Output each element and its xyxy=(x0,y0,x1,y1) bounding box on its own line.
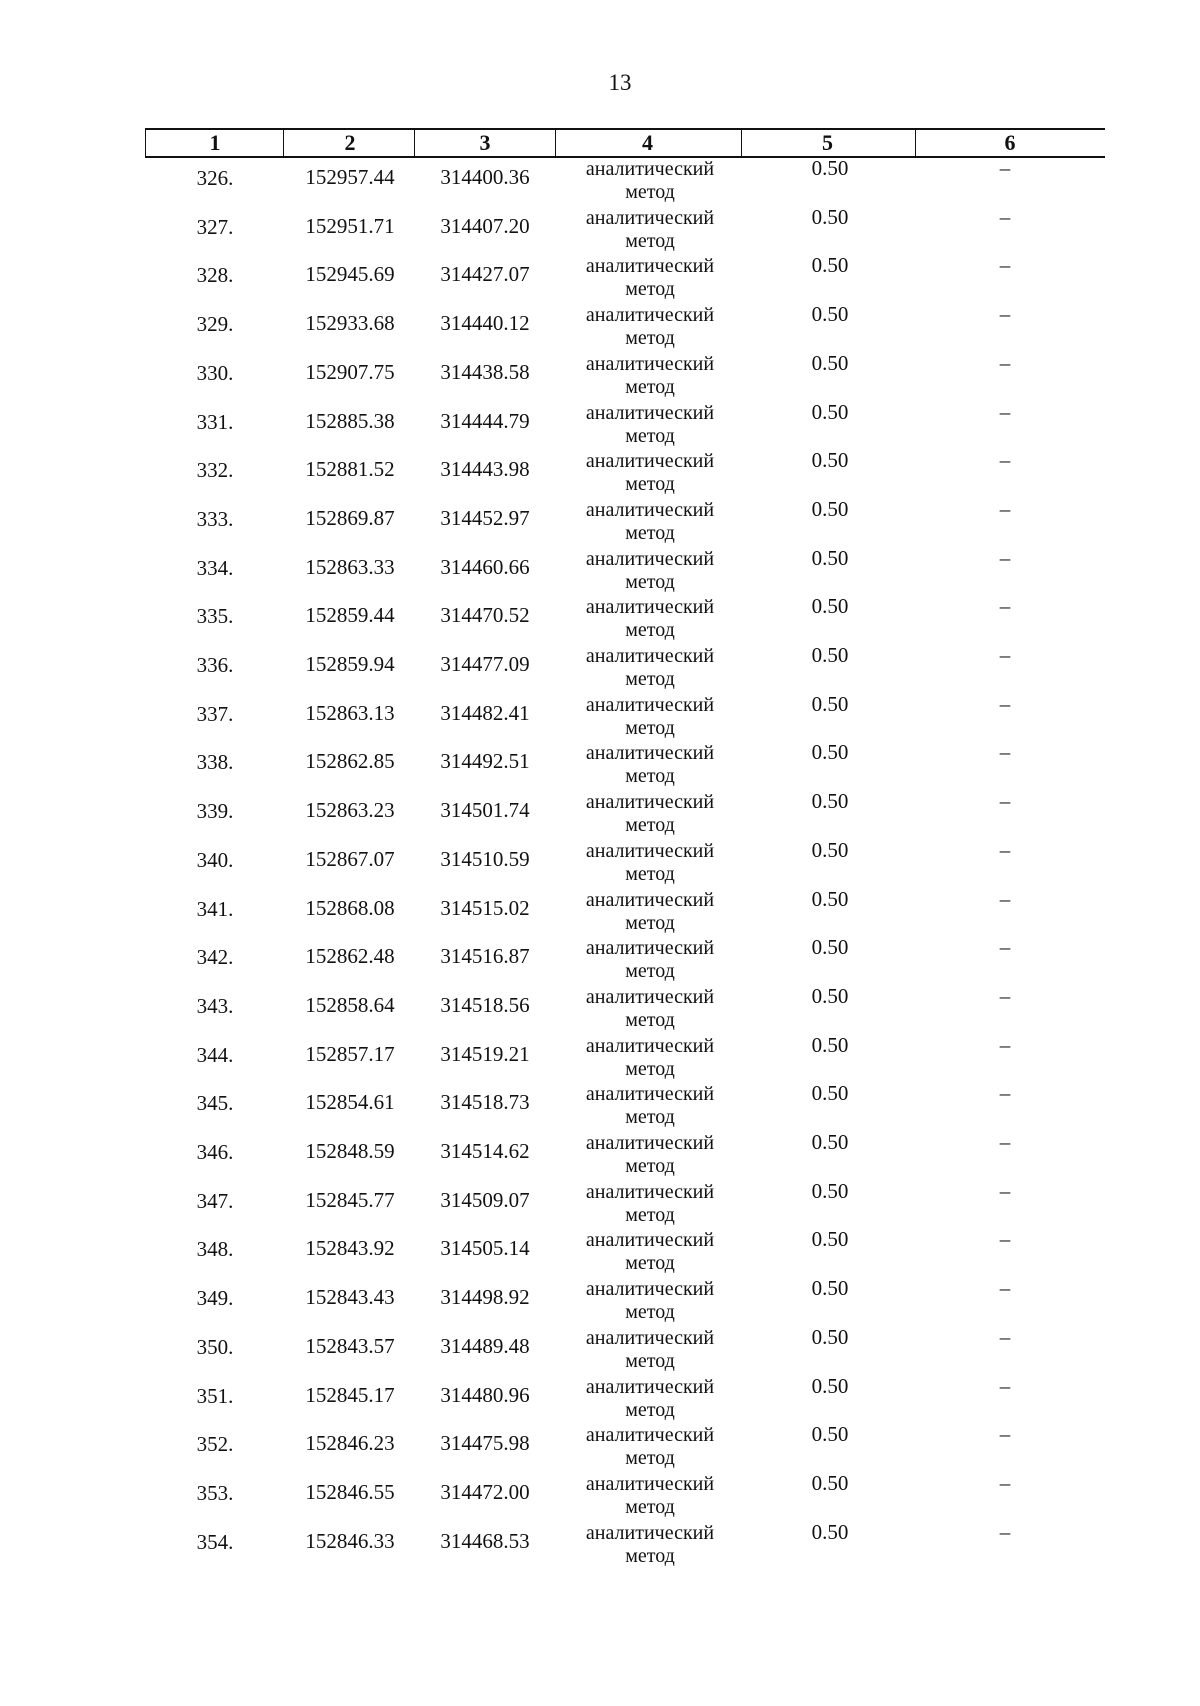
coordinate-x: 152846.23 xyxy=(305,1431,395,1456)
table-row xyxy=(0,594,1200,643)
note-cell: – xyxy=(999,1130,1011,1154)
header-divider xyxy=(414,130,415,156)
coordinate-y: 314440.12 xyxy=(440,311,530,336)
method-cell: аналитический метод xyxy=(585,1034,715,1080)
method-cell: аналитический метод xyxy=(585,1083,715,1129)
accuracy-cell: 0.50 xyxy=(811,204,849,229)
table-row xyxy=(0,302,1200,351)
table-row xyxy=(0,1130,1200,1179)
table-row xyxy=(0,1325,1200,1374)
point-number: 347. xyxy=(196,1188,234,1213)
coordinate-x: 152863.23 xyxy=(305,798,395,823)
point-number: 334. xyxy=(196,555,234,580)
note-cell: – xyxy=(999,1227,1011,1252)
point-number: 339. xyxy=(196,799,234,824)
method-cell: аналитический метод xyxy=(585,1132,715,1177)
page-number: 13 xyxy=(608,70,632,95)
coordinate-y: 314468.53 xyxy=(440,1528,530,1553)
note-cell: – xyxy=(999,496,1011,521)
point-number: 341. xyxy=(196,896,234,921)
point-number: 352. xyxy=(196,1432,234,1457)
point-number: 345. xyxy=(196,1091,234,1116)
table-row xyxy=(0,205,1200,254)
method-cell: аналитический метод xyxy=(585,1521,715,1567)
method-cell: аналитический метод xyxy=(585,888,715,934)
accuracy-cell: 0.50 xyxy=(811,594,849,619)
coordinate-y: 314452.97 xyxy=(440,505,530,530)
coordinate-x: 152843.92 xyxy=(305,1236,395,1261)
note-cell: – xyxy=(999,302,1011,327)
coordinate-y: 314514.62 xyxy=(440,1139,530,1163)
method-cell: аналитический метод xyxy=(585,352,715,398)
point-number: 327. xyxy=(196,214,234,239)
header-col-1: 1 xyxy=(209,130,221,155)
accuracy-cell: 0.50 xyxy=(811,837,849,862)
coordinate-y: 314519.21 xyxy=(440,1041,530,1066)
point-number: 353. xyxy=(196,1480,234,1505)
note-cell: – xyxy=(999,740,1011,765)
table-row xyxy=(0,1471,1200,1520)
accuracy-cell: 0.50 xyxy=(811,740,849,765)
coordinate-y: 314470.52 xyxy=(440,603,530,628)
accuracy-cell: 0.50 xyxy=(811,1470,849,1495)
accuracy-cell: 0.50 xyxy=(811,1227,849,1252)
coordinate-x: 152863.13 xyxy=(305,700,395,725)
point-number: 349. xyxy=(196,1286,234,1311)
coordinate-y: 314505.14 xyxy=(440,1236,530,1261)
table-row xyxy=(0,1227,1200,1276)
method-cell: аналитический метод xyxy=(585,547,715,593)
method-cell: аналитический метод xyxy=(585,985,715,1031)
method-cell: аналитический метод xyxy=(585,693,715,739)
table-row xyxy=(0,789,1200,838)
table-row xyxy=(0,643,1200,692)
accuracy-cell: 0.50 xyxy=(811,350,849,375)
coordinate-x: 152859.94 xyxy=(305,652,395,676)
method-cell: аналитический метод xyxy=(585,1278,715,1324)
coordinate-x: 152907.75 xyxy=(305,359,395,384)
method-cell: аналитический метод xyxy=(585,1180,715,1226)
table-row xyxy=(0,351,1200,400)
coordinate-x: 152843.57 xyxy=(305,1333,395,1358)
note-cell: – xyxy=(999,789,1011,814)
accuracy-cell: 0.50 xyxy=(811,983,849,1008)
point-number: 351. xyxy=(196,1383,234,1408)
point-number: 344. xyxy=(196,1042,234,1067)
table-row xyxy=(0,1179,1200,1228)
note-cell: – xyxy=(999,1422,1011,1447)
coordinate-x: 152869.87 xyxy=(305,505,395,530)
coordinate-x: 152845.77 xyxy=(305,1187,395,1212)
coordinate-y: 314480.96 xyxy=(440,1382,530,1407)
accuracy-cell: 0.50 xyxy=(811,399,849,424)
coordinate-y: 314518.73 xyxy=(440,1090,530,1115)
coordinate-x: 152885.38 xyxy=(305,408,395,433)
point-number: 340. xyxy=(196,847,234,872)
method-cell: аналитический метод xyxy=(585,1375,715,1421)
table-row xyxy=(0,1520,1200,1569)
point-number: 338. xyxy=(196,750,234,775)
method-cell: аналитический метод xyxy=(585,498,715,544)
coordinate-x: 152854.61 xyxy=(305,1090,395,1115)
note-cell: – xyxy=(999,1178,1011,1203)
point-number: 329. xyxy=(196,312,234,337)
accuracy-cell: 0.50 xyxy=(811,496,849,521)
header-col-6: 6 xyxy=(1004,130,1016,155)
coordinate-y: 314407.20 xyxy=(440,213,530,238)
accuracy-cell: 0.50 xyxy=(811,1130,849,1154)
table-row xyxy=(0,984,1200,1033)
coordinate-y: 314400.36 xyxy=(440,165,530,189)
coordinate-x: 152881.52 xyxy=(305,457,395,482)
accuracy-cell: 0.50 xyxy=(811,1276,849,1301)
accuracy-cell: 0.50 xyxy=(811,935,849,960)
accuracy-cell: 0.50 xyxy=(811,545,849,570)
method-cell: аналитический метод xyxy=(585,791,715,837)
note-cell: – xyxy=(999,1373,1011,1398)
method-cell: аналитический метод xyxy=(585,255,715,301)
note-cell: – xyxy=(999,983,1011,1008)
table-row xyxy=(0,1033,1200,1082)
coordinate-x: 152848.59 xyxy=(305,1139,395,1163)
coordinate-y: 314509.07 xyxy=(440,1187,530,1212)
accuracy-cell: 0.50 xyxy=(811,1324,849,1349)
note-cell: – xyxy=(999,399,1011,424)
note-cell: – xyxy=(999,691,1011,716)
note-cell: – xyxy=(999,253,1011,278)
note-cell: – xyxy=(999,350,1011,375)
accuracy-cell: 0.50 xyxy=(811,789,849,814)
note-cell: – xyxy=(999,204,1011,229)
method-cell: аналитический метод xyxy=(585,401,715,447)
note-cell: – xyxy=(999,156,1011,180)
coordinate-y: 314510.59 xyxy=(440,846,530,871)
accuracy-cell: 0.50 xyxy=(811,643,849,667)
coordinate-y: 314492.51 xyxy=(440,749,530,774)
accuracy-cell: 0.50 xyxy=(811,302,849,327)
header-col-3: 3 xyxy=(479,130,491,155)
coordinate-x: 152862.48 xyxy=(305,944,395,969)
coordinate-x: 152845.17 xyxy=(305,1382,395,1407)
coordinate-x: 152858.64 xyxy=(305,992,395,1017)
point-number: 350. xyxy=(196,1334,234,1359)
point-number: 333. xyxy=(196,506,234,531)
note-cell: – xyxy=(999,1470,1011,1495)
method-cell: аналитический метод xyxy=(585,206,715,252)
note-cell: – xyxy=(999,1324,1011,1349)
coordinate-x: 152843.43 xyxy=(305,1285,395,1310)
table-row xyxy=(0,887,1200,936)
coordinate-y: 314427.07 xyxy=(440,262,530,287)
coordinate-y: 314515.02 xyxy=(440,895,530,920)
note-cell: – xyxy=(999,1276,1011,1301)
coordinate-x: 152863.33 xyxy=(305,554,395,579)
table-row xyxy=(0,253,1200,302)
note-cell: – xyxy=(999,935,1011,960)
accuracy-cell: 0.50 xyxy=(811,1032,849,1057)
note-cell: – xyxy=(999,643,1011,667)
point-number: 343. xyxy=(196,993,234,1018)
method-cell: аналитический метод xyxy=(585,839,715,885)
table-row xyxy=(0,546,1200,595)
coordinate-x: 152859.44 xyxy=(305,603,395,628)
table-row xyxy=(0,156,1200,205)
header-col-2: 2 xyxy=(344,130,356,155)
table-row xyxy=(0,1081,1200,1130)
coordinate-y: 314501.74 xyxy=(440,798,530,823)
point-number: 348. xyxy=(196,1237,234,1262)
method-cell: аналитический метод xyxy=(585,596,715,642)
coordinate-x: 152868.08 xyxy=(305,895,395,920)
accuracy-cell: 0.50 xyxy=(811,253,849,278)
coordinate-x: 152846.33 xyxy=(305,1528,395,1553)
method-cell: аналитический метод xyxy=(585,1326,715,1372)
table-row xyxy=(0,692,1200,741)
method-cell: аналитический метод xyxy=(585,742,715,788)
table-row xyxy=(0,1422,1200,1471)
method-cell: аналитический метод xyxy=(585,450,715,496)
accuracy-cell: 0.50 xyxy=(811,1373,849,1398)
point-number: 337. xyxy=(196,701,234,726)
coordinate-y: 314482.41 xyxy=(440,700,530,725)
coordinate-y: 314477.09 xyxy=(440,652,530,676)
note-cell: – xyxy=(999,545,1011,570)
header-col-4: 4 xyxy=(642,130,653,155)
coordinate-y: 314518.56 xyxy=(440,992,530,1017)
point-number: 336. xyxy=(196,653,234,677)
table-row xyxy=(0,448,1200,497)
header-divider xyxy=(283,130,284,156)
table-row xyxy=(0,1374,1200,1423)
coordinate-y: 314489.48 xyxy=(440,1333,530,1358)
header-divider xyxy=(915,130,916,156)
accuracy-cell: 0.50 xyxy=(811,156,849,180)
method-cell: аналитический метод xyxy=(585,304,715,350)
coordinate-x: 152951.71 xyxy=(305,213,395,238)
method-cell: аналитический метод xyxy=(585,1424,715,1470)
accuracy-cell: 0.50 xyxy=(811,886,849,911)
note-cell: – xyxy=(999,1081,1011,1106)
coordinate-x: 152857.17 xyxy=(305,1041,395,1066)
accuracy-cell: 0.50 xyxy=(811,1178,849,1203)
table-row xyxy=(0,838,1200,887)
coordinate-y: 314475.98 xyxy=(440,1431,530,1456)
header-col-5: 5 xyxy=(822,130,833,155)
accuracy-cell: 0.50 xyxy=(811,691,849,716)
point-number: 331. xyxy=(196,409,234,434)
coordinate-x: 152933.68 xyxy=(305,311,395,336)
point-number: 328. xyxy=(196,263,234,288)
accuracy-cell: 0.50 xyxy=(811,1422,849,1447)
coordinate-y: 314438.58 xyxy=(440,359,530,384)
point-number: 354. xyxy=(196,1529,234,1554)
coordinate-y: 314460.66 xyxy=(440,554,530,579)
method-cell: аналитический метод xyxy=(585,937,715,983)
coordinate-y: 314443.98 xyxy=(440,457,530,482)
header-divider xyxy=(555,130,556,156)
table-row xyxy=(0,497,1200,546)
coordinate-x: 152957.44 xyxy=(305,165,395,189)
method-cell: аналитический метод xyxy=(585,645,715,690)
coordinate-y: 314516.87 xyxy=(440,944,530,969)
table-row xyxy=(0,1276,1200,1325)
header-divider xyxy=(145,130,146,156)
note-cell: – xyxy=(999,886,1011,911)
point-number: 342. xyxy=(196,945,234,970)
accuracy-cell: 0.50 xyxy=(811,448,849,473)
table-header xyxy=(0,128,1200,158)
method-cell: аналитический метод xyxy=(585,1229,715,1275)
note-cell: – xyxy=(999,1519,1011,1544)
coordinate-y: 314444.79 xyxy=(440,408,530,433)
coordinate-y: 314498.92 xyxy=(440,1285,530,1310)
table-row xyxy=(0,400,1200,449)
coordinate-x: 152867.07 xyxy=(305,846,395,871)
table-row xyxy=(0,740,1200,789)
coordinate-x: 152945.69 xyxy=(305,262,395,287)
point-number: 326. xyxy=(196,166,234,190)
table-row xyxy=(0,935,1200,984)
point-number: 335. xyxy=(196,604,234,629)
method-cell: аналитический метод xyxy=(585,1472,715,1518)
coordinate-x: 152846.55 xyxy=(305,1479,395,1504)
coordinate-y: 314472.00 xyxy=(440,1479,530,1504)
point-number: 330. xyxy=(196,360,234,385)
note-cell: – xyxy=(999,837,1011,862)
method-cell: аналитический метод xyxy=(585,158,715,203)
header-divider xyxy=(741,130,742,156)
accuracy-cell: 0.50 xyxy=(811,1081,849,1106)
point-number: 346. xyxy=(196,1140,234,1164)
coordinate-x: 152862.85 xyxy=(305,749,395,774)
point-number: 332. xyxy=(196,458,234,483)
note-cell: – xyxy=(999,594,1011,619)
accuracy-cell: 0.50 xyxy=(811,1519,849,1544)
note-cell: – xyxy=(999,1032,1011,1057)
note-cell: – xyxy=(999,448,1011,473)
